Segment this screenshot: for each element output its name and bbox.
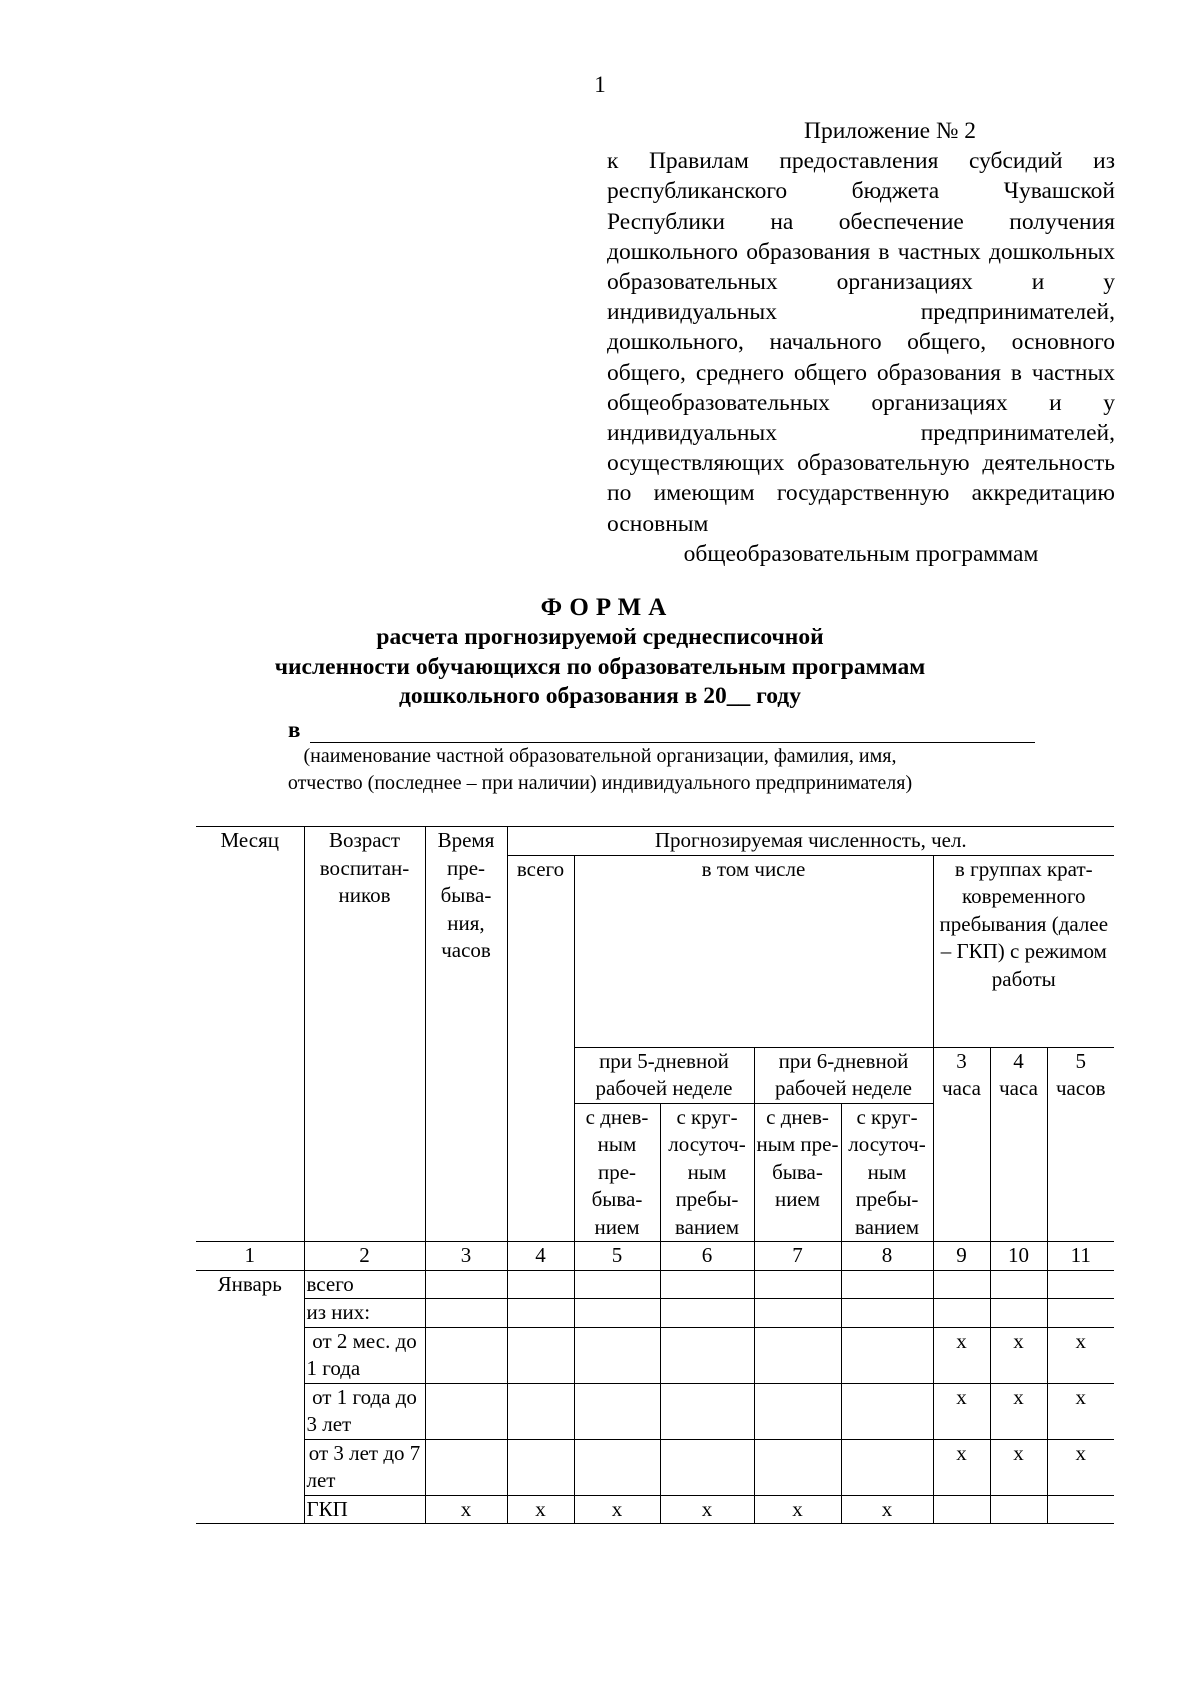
x-mark: х (507, 1495, 574, 1524)
x-mark: х (990, 1383, 1047, 1439)
month-cell-empty (196, 1327, 304, 1383)
column-number: 11 (1047, 1242, 1114, 1271)
x-mark: х (754, 1495, 841, 1524)
data-cell[interactable] (574, 1439, 660, 1495)
column-number: 8 (841, 1242, 933, 1271)
header-week-6: при 6-дневной рабочей неделе (754, 1047, 933, 1103)
organization-prefix: в (288, 717, 301, 742)
table-row-total (196, 1270, 1114, 1299)
row-label-age-2m-1y: от 2 мес. до 1 года (304, 1327, 425, 1383)
data-cell[interactable] (507, 1270, 574, 1299)
column-number: 5 (574, 1242, 660, 1271)
data-cell[interactable] (574, 1299, 660, 1328)
x-mark: х (660, 1495, 754, 1524)
column-number: 10 (990, 1242, 1047, 1271)
header-including: в том числе (574, 855, 933, 1047)
x-mark: х (1047, 1383, 1114, 1439)
appendix-block (607, 116, 1115, 569)
header-short-stay: в группах кратковременного пребывания (далее – ГКП) с режимом работы (933, 855, 1114, 1047)
column-number: 7 (754, 1242, 841, 1271)
header-age: Возраст воспитанников (304, 827, 425, 1242)
header-row-1 (196, 827, 1114, 856)
caption-line-1: (наименование частной образовательной организации, фамилия, имя, (303, 745, 897, 767)
data-cell[interactable] (754, 1270, 841, 1299)
data-cell[interactable] (660, 1439, 754, 1495)
x-mark: х (933, 1327, 990, 1383)
data-cell[interactable] (754, 1383, 841, 1439)
data-cell[interactable] (1047, 1299, 1114, 1328)
row-label-of-them: из них: (304, 1299, 425, 1328)
data-cell[interactable] (660, 1327, 754, 1383)
x-mark: х (933, 1439, 990, 1495)
data-cell[interactable] (660, 1383, 754, 1439)
header-week5-round-stay: с круглосуточным пребыванием (660, 1103, 754, 1242)
data-cell[interactable] (1047, 1495, 1114, 1524)
table-row-age-1 (196, 1327, 1114, 1383)
column-number: 3 (425, 1242, 507, 1271)
data-cell[interactable] (574, 1327, 660, 1383)
page-number: 1 (594, 72, 606, 97)
data-cell[interactable] (841, 1270, 933, 1299)
x-mark: х (841, 1495, 933, 1524)
data-cell[interactable] (507, 1299, 574, 1328)
data-cell[interactable] (425, 1383, 507, 1439)
form-subtitle-line-2: численности обучающихся по образовательным программам (274, 653, 926, 680)
month-cell-empty (196, 1439, 304, 1495)
row-label-total: всего (304, 1270, 425, 1299)
header-week6-round-stay: с круглосуточным пребыванием (841, 1103, 933, 1242)
data-cell[interactable] (841, 1383, 933, 1439)
table-row-gkp (196, 1495, 1114, 1524)
form-title: ФОРМА (540, 594, 674, 621)
table-row-age-3 (196, 1439, 1114, 1495)
x-mark: х (990, 1327, 1047, 1383)
data-cell[interactable] (754, 1439, 841, 1495)
caption-line-2: отчество (последнее – при наличии) индивидуального предпринимателя) (287, 772, 913, 794)
row-label-age-3y-7y: от 3 лет до 7 лет (304, 1439, 425, 1495)
forecast-table (196, 826, 1114, 1524)
header-stay-time: Время пребывания, часов (425, 827, 507, 1242)
column-number: 6 (660, 1242, 754, 1271)
header-forecast: Прогнозируемая численность, чел. (507, 827, 1114, 856)
x-mark: х (933, 1383, 990, 1439)
data-cell[interactable] (990, 1270, 1047, 1299)
appendix-text-last-line: общеобразовательным программам (683, 540, 1039, 567)
row-label-gkp: ГКП (304, 1495, 425, 1524)
x-mark: х (574, 1495, 660, 1524)
column-number: 9 (933, 1242, 990, 1271)
x-mark: х (1047, 1439, 1114, 1495)
data-cell[interactable] (660, 1299, 754, 1328)
data-cell[interactable] (425, 1299, 507, 1328)
data-cell[interactable] (425, 1439, 507, 1495)
header-month: Месяц (196, 827, 304, 1242)
data-cell[interactable] (754, 1299, 841, 1328)
data-cell[interactable] (841, 1299, 933, 1328)
column-number: 1 (196, 1242, 304, 1271)
data-cell[interactable] (990, 1495, 1047, 1524)
table-row-age-2 (196, 1383, 1114, 1439)
x-mark: х (1047, 1327, 1114, 1383)
header-week-5: при 5-дневной рабочей неделе (574, 1047, 754, 1103)
header-4-hours: 4 часа (990, 1047, 1047, 1242)
column-number: 2 (304, 1242, 425, 1271)
x-mark: х (990, 1439, 1047, 1495)
data-cell[interactable] (933, 1270, 990, 1299)
organization-caption (0, 743, 1200, 797)
appendix-title: Приложение № 2 (803, 118, 977, 144)
month-cell-empty (196, 1299, 304, 1328)
header-week6-day-stay: с дневным пребыванием (754, 1103, 841, 1242)
header-week5-day-stay: с дневным пребыванием (574, 1103, 660, 1242)
column-numbers-row (196, 1242, 1114, 1271)
data-cell[interactable] (425, 1270, 507, 1299)
data-cell[interactable] (660, 1270, 754, 1299)
data-cell[interactable] (574, 1383, 660, 1439)
header-total: всего (507, 855, 574, 1242)
header-3-hours: 3 часа (933, 1047, 990, 1242)
column-number: 4 (507, 1242, 574, 1271)
data-cell[interactable] (507, 1439, 574, 1495)
month-name: Январь (196, 1270, 304, 1299)
data-cell[interactable] (933, 1299, 990, 1328)
row-label-age-1y-3y: от 1 года до 3 лет (304, 1383, 425, 1439)
data-cell[interactable] (933, 1495, 990, 1524)
month-cell-empty (196, 1383, 304, 1439)
data-cell[interactable] (841, 1439, 933, 1495)
form-subtitle-line-3: дошкольного образования в 20__ году (399, 683, 801, 710)
data-cell[interactable] (841, 1327, 933, 1383)
form-subtitle-line-1: расчета прогнозируемой среднесписочной (376, 624, 824, 650)
data-cell[interactable] (1047, 1270, 1114, 1299)
header-5-hours: 5 часов (1047, 1047, 1114, 1242)
data-cell[interactable] (507, 1327, 574, 1383)
table-row-of-them (196, 1299, 1114, 1328)
x-mark: х (425, 1495, 507, 1524)
appendix-text: к Правилам предоставления субсидий из республиканского бюджета Чувашской Республики на обеспечение получения дошкольного образования в частных дошкольных образовательных организациях и у индивидуальных предпринимателей, дошкольного, начального общего, основного общего, среднего общего образования в частных общеобразовательных организациях и у индивидуальных предпринимателей, осуществляющих образовательную деятельность по имеющим государственную аккредитацию основным (607, 148, 1115, 537)
data-cell[interactable] (425, 1327, 507, 1383)
month-cell-empty (196, 1495, 304, 1524)
data-cell[interactable] (754, 1327, 841, 1383)
data-cell[interactable] (990, 1299, 1047, 1328)
data-cell[interactable] (507, 1383, 574, 1439)
form-heading (0, 592, 1200, 712)
data-cell[interactable] (574, 1270, 660, 1299)
